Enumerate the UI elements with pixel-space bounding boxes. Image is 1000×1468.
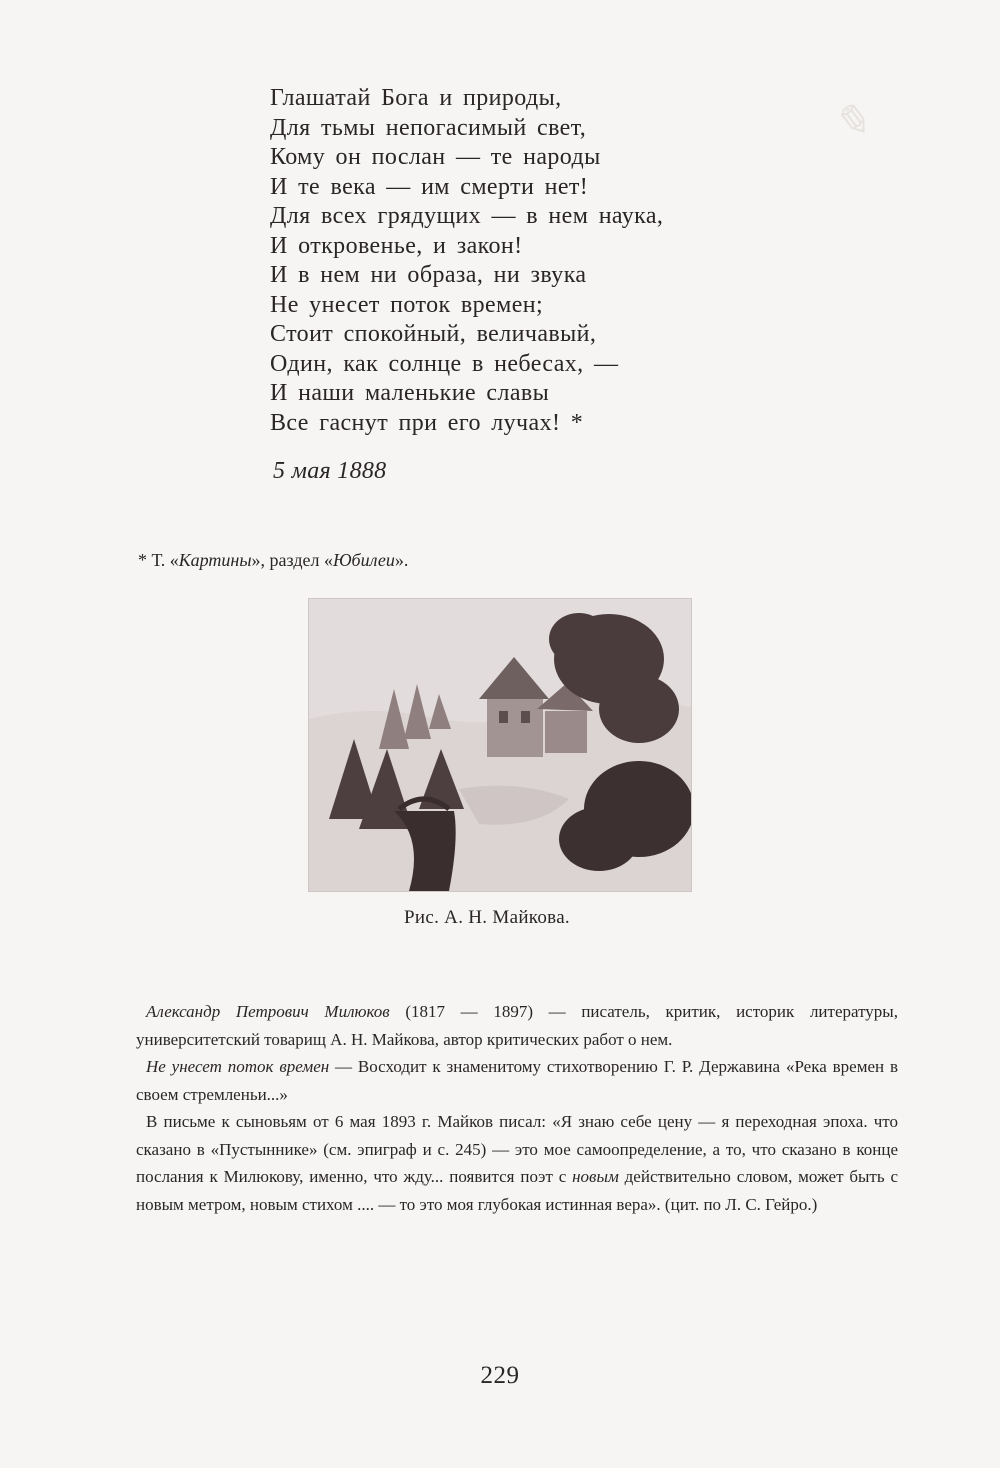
poem-line: И те века — им смерти нет! [270,173,589,200]
page-number: 229 [480,1362,520,1389]
poem-line: Для всех грядущих — в нем наука, [270,203,664,229]
poem-line: Кому он послан — те народы [270,144,601,170]
footnote [138,550,408,571]
poem-line: И наши маленькие славы [270,380,550,406]
poem-line: Один, как солнце в небесах, — [270,350,619,377]
commentary-paragraph [136,1108,898,1218]
landscape-drawing [308,598,692,892]
footnote-prefix: Т. « [151,550,179,570]
paragraph-text: В письме к сыновьям от 6 мая 1893 г. Майков писал: «Я знаю себе цену — я переходная эпоха. что сказано в «Пустыннике» (см. эпиграф и с. 245) — это мое самоопределение, а то, что сказано в конце послания к Милюкову, именно, что жду... появится поэт с [136,1112,898,1186]
poem-line: Стоит спокойный, величавый, [270,321,597,347]
poem-line: Глашатай Бога и природы, [270,85,562,111]
figure-caption: Рис. А. Н. Майкова. [404,907,570,928]
footnote-suffix: ». [394,550,409,570]
quoted-line: Не унесет поток времен [146,1057,330,1076]
paragraph-text: (1817 — 1897) — писатель, критик, историк литературы, университетский товарищ А. Н. Майкова, автор критических работ о нем. [136,1002,898,1049]
poem-line: Не унесет поток времен; [270,291,544,318]
commentary-paragraph [136,998,898,1053]
poem-line: И в нем ни образа, ни звука [270,262,587,288]
emphasis: новым [572,1167,619,1186]
paragraph-text: действительно словом, может быть с новым метром, новым стихом .... — то это моя глубокая истинная вера». (цит. по Л. С. Гейро.) [136,1167,899,1214]
footnote-section: Юбилеи [332,550,395,570]
person-name: Александр Петрович Милюков [146,1002,390,1021]
commentary [136,998,898,1218]
poem-line: Для тьмы непогасимый свет, [270,114,587,141]
poem-date: 5 мая 1888 [273,458,387,484]
paragraph-text: — Восходит к знаменитому стихотворению Г. Р. Державина «Река времен в своем стремленьи...» [136,1057,898,1104]
bleed-through-mark: ✎ [832,97,869,146]
poem [270,84,750,438]
drawing-svg [309,599,691,891]
footnote-middle: », раздел « [251,550,333,570]
footnote-work: Картины [178,550,252,570]
commentary-paragraph [136,1053,898,1108]
poem-line: Все гаснут при его лучах! * [270,409,584,436]
footnote-marker: * [138,550,152,570]
poem-line: И откровенье, и закон! [270,232,523,259]
